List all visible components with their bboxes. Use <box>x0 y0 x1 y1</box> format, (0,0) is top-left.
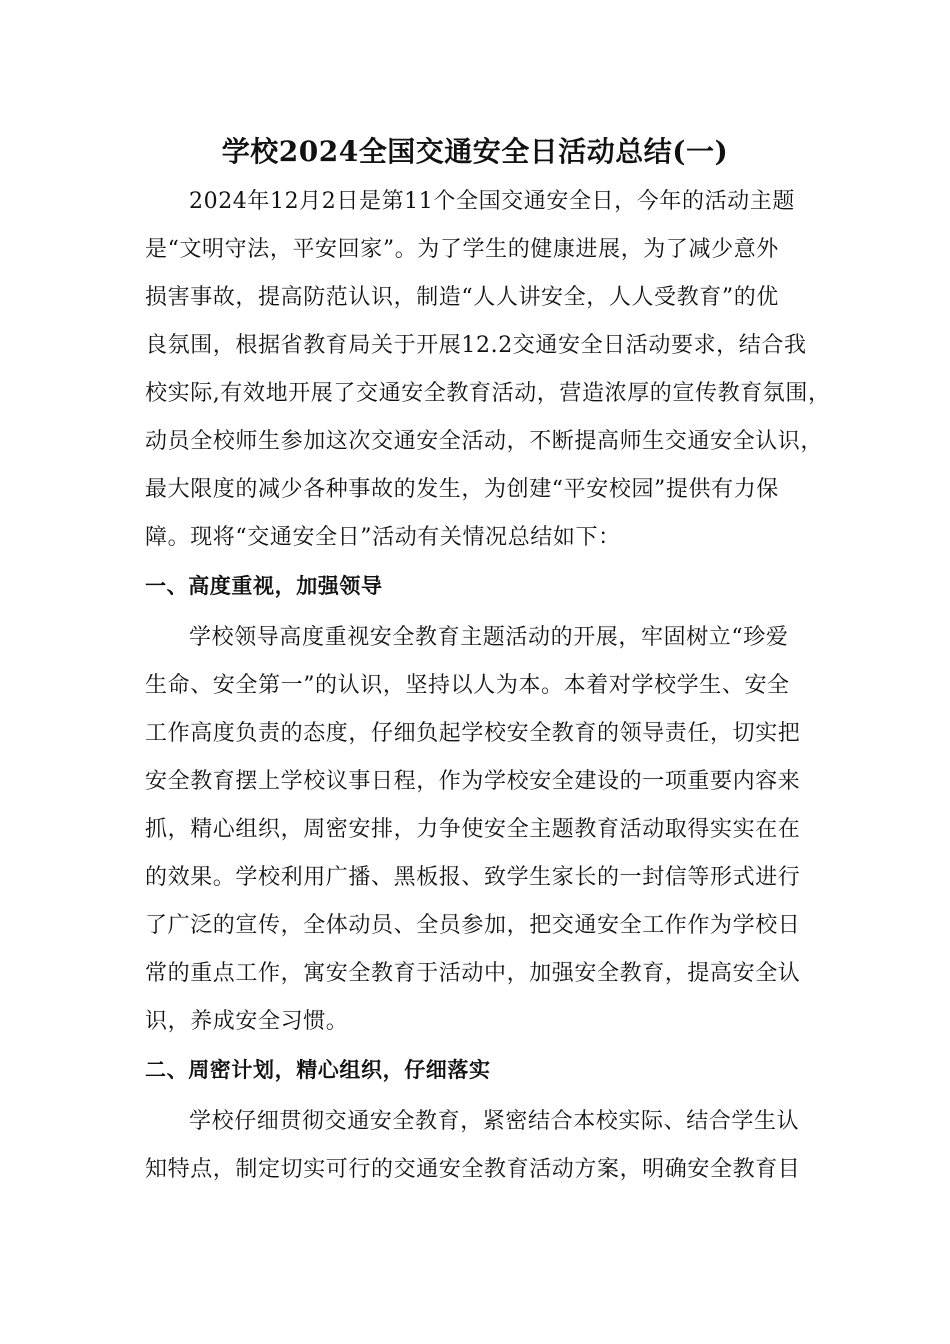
paragraph-line: 良氛围，根据省教育局关于开展12.2交通安全日活动要求，结合我 <box>145 333 807 358</box>
section-heading-2: 二、周密计划，精心组织，仔细落实 <box>145 1057 491 1082</box>
paragraph-line: 最大限度的减少各种事故的发生，为创建“平安校园”提供有力保 <box>145 477 779 502</box>
paragraph-line: 知特点，制定切实可行的交通安全教育活动方案，明确安全教育目 <box>145 1157 801 1182</box>
section-1-paragraph <box>145 614 825 1046</box>
document-body <box>145 178 831 1194</box>
paragraph-line: 了广泛的宣传，全体动员、全员参加，把交通安全工作作为学校日 <box>145 913 801 938</box>
paragraph-line: 2024年12月2日是第11个全国交通安全日，今年的活动主题 <box>189 189 795 214</box>
paragraph-line: 常的重点工作，寓安全教育于活动中，加强安全教育，提高安全认 <box>145 961 801 986</box>
paragraph-line: 生命、安全第一”的认识，坚持以人为本。本着对学校学生、安全 <box>145 673 790 698</box>
paragraph-line: 动员全校师生参加这次交通安全活动，不断提高师生交通安全认识， <box>145 429 824 454</box>
paragraph-line: 识，养成安全习惯。 <box>145 1009 349 1034</box>
intro-paragraph <box>145 178 831 562</box>
section-heading-1: 一、高度重视，加强领导 <box>145 573 383 598</box>
document-title: 学校2024全国交通安全日活动总结(一) <box>221 135 729 168</box>
paragraph-line: 的效果。学校利用广播、黑板报、致学生家长的一封信等形式进行 <box>145 865 801 890</box>
paragraph-line: 损害事故，提高防范认识，制造“人人讲安全，人人受教育”的优 <box>145 285 779 310</box>
section-2-paragraph <box>145 1098 825 1194</box>
paragraph-line: 学校领导高度重视安全教育主题活动的开展，牢固树立“珍爱 <box>189 625 789 650</box>
paragraph-line: 是“文明守法，平安回家”。为了学生的健康进展，为了减少意外 <box>145 237 779 262</box>
paragraph-line: 学校仔细贯彻交通安全教育，紧密结合本校实际、结合学生认 <box>189 1109 800 1134</box>
paragraph-line: 抓，精心组织，周密安排，力争使安全主题教育活动取得实实在在 <box>145 817 801 842</box>
paragraph-line: 校实际,有效地开展了交通安全教育活动，营造浓厚的宣传教育氛围， <box>145 381 831 406</box>
paragraph-line: 障。现将“交通安全日”活动有关情况总结如下： <box>145 525 621 550</box>
paragraph-line: 安全教育摆上学校议事日程，作为学校安全建设的一项重要内容来 <box>145 769 801 794</box>
paragraph-line: 工作高度负责的态度，仔细负起学校安全教育的领导责任，切实把 <box>145 721 801 746</box>
